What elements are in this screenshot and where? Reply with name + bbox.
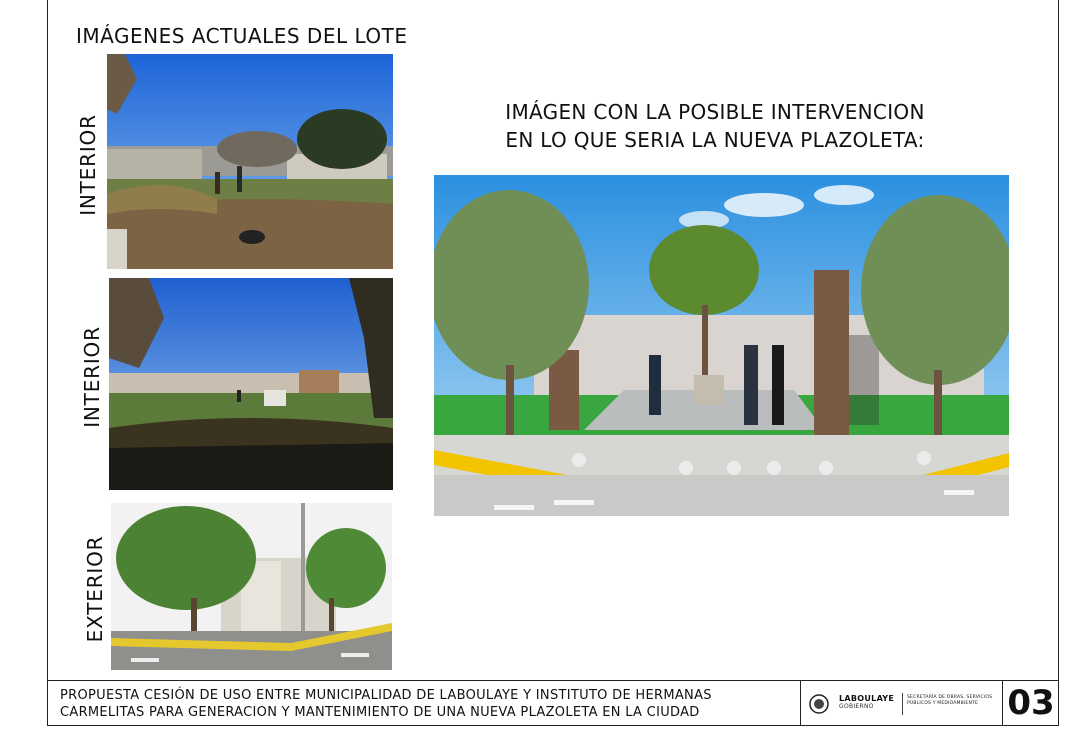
- proposal-line-1: PROPUESTA CESIÓN DE USO ENTRE MUNICIPALIDAD DE LABOULAYE Y INSTITUTO DE HERMANAS: [60, 688, 712, 703]
- intervention-title-line-2: EN LO QUE SERIA LA NUEVA PLAZOLETA:: [505, 128, 925, 152]
- current-images-title: IMÁGENES ACTUALES DEL LOTE: [76, 24, 408, 48]
- photo-label-interior-1: INTERIOR: [76, 114, 100, 216]
- footer: [47, 680, 1059, 726]
- photo-label-exterior: EXTERIOR: [83, 535, 107, 643]
- department-line-2: PÚBLICOS Y MEDIOAMBIENTE: [907, 701, 979, 706]
- exterior-photo: [111, 503, 392, 670]
- municipal-seal-icon: [809, 694, 829, 714]
- page-number: 03: [1002, 681, 1059, 726]
- proposal-description: [60, 687, 712, 721]
- interior-photo-2: [109, 278, 393, 490]
- plazoleta-rendering: [434, 175, 1009, 516]
- intervention-title: [460, 98, 970, 154]
- department-name: [907, 695, 999, 707]
- proposal-line-2: CARMELITAS PARA GENERACION Y MANTENIMIENTO DE UNA NUEVA PLAZOLETA EN LA CIUDAD: [60, 705, 700, 720]
- intervention-title-line-1: IMÁGEN CON LA POSIBLE INTERVENCION: [505, 100, 925, 124]
- logo-divider: [902, 693, 903, 715]
- department-line-1: SECRETARÍA DE OBRAS, SERVICIOS: [907, 695, 993, 700]
- interior-photo-1: [107, 54, 393, 269]
- photo-label-interior-2: INTERIOR: [80, 326, 104, 428]
- municipality-logo-box: [800, 681, 1002, 726]
- logo-name: LABOULAYE: [839, 694, 895, 703]
- logo-subtitle: GOBIERNO: [839, 703, 874, 710]
